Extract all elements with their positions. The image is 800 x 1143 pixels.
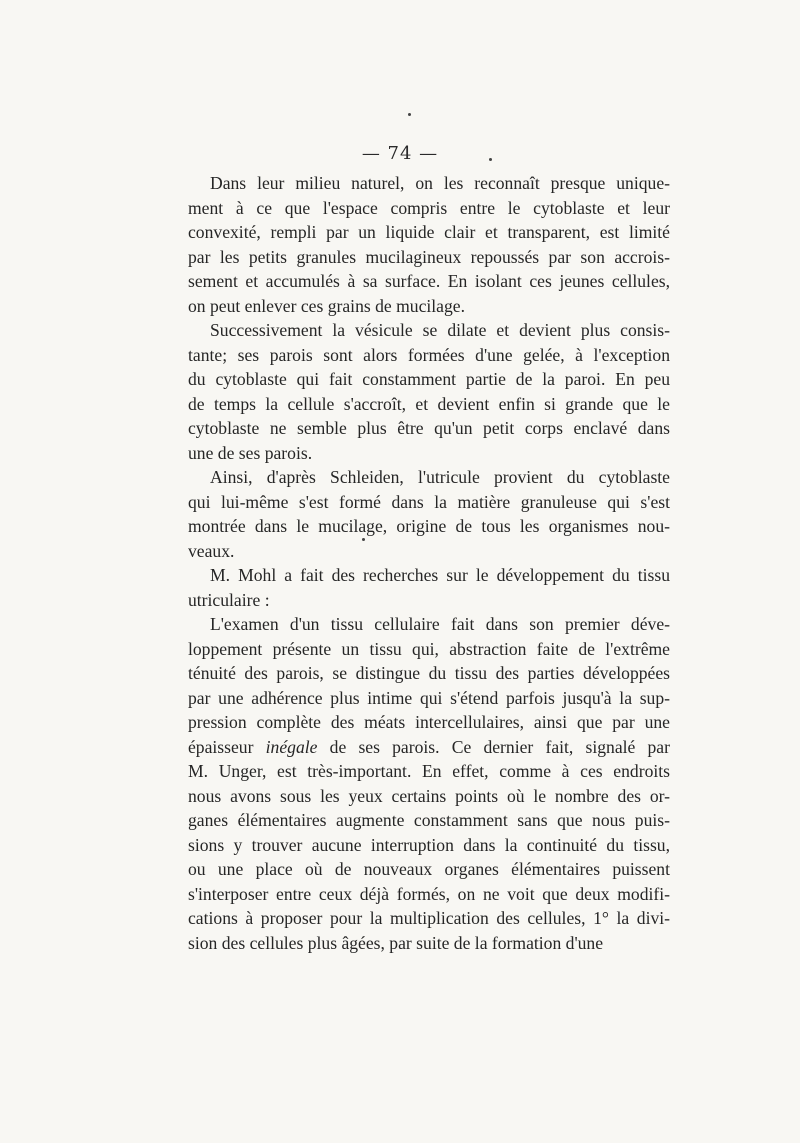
text-line: ténuité des parois, se distingue du tissu des parties développées [188,663,670,683]
text-line: loppement présente un tissu qui, abstraction faite de l'extrême [188,638,670,659]
text-line: M. Unger, est très-important. En effet, comme à ces endroits [188,761,670,781]
text-line: veaux. [188,540,235,561]
text-line: Dans leur milieu naturel, on les reconnaît presque unique- [210,173,670,193]
text-line: montrée dans le mucilage, origine de tous les organismes nou- [188,516,670,536]
text-line: tante; ses parois sont alors formées d'une gelée, à l'exception [188,344,670,365]
text-line: ment à ce que l'espace compris entre le cytoblaste et leur [188,197,670,218]
paragraph [188,612,670,955]
text-line: M. Mohl a fait des recherches sur le développement du tissu [210,565,670,585]
body-text [188,171,670,955]
italic-text: inégale [265,736,318,757]
text-line: du cytoblaste qui fait constamment partie de la paroi. En peu [188,369,670,389]
paragraph [188,563,670,612]
text-line: convexité, rempli par un liquide clair et transparent, est limité [188,222,670,242]
text-line: épaisseur inégale de ses parois. Ce dernier fait, signalé par [188,736,670,757]
text-line: Ainsi, d'après Schleiden, l'utricule provient du cytoblaste [210,467,670,487]
text-line: cytoblaste ne semble plus être qu'un petit corps enclavé dans [188,418,670,438]
ink-speck [489,158,492,161]
paragraph [188,465,670,563]
text-line: sions y trouver aucune interruption dans la continuité du tissu, [188,834,670,855]
text-line: ganes élémentaires augmente constamment sans que nous puis- [188,810,670,830]
text-line: ou une place où de nouveaux organes élémentaires puissent [188,859,670,879]
text-line: L'examen d'un tissu cellulaire fait dans son premier déve- [210,614,670,634]
text-line: sement et accumulés à sa surface. En isolant ces jeunes cellules, [188,271,670,291]
text-line: s'interposer entre ceux déjà formés, on ne voit que deux modifi- [188,883,670,904]
paragraph [188,318,670,465]
text-line: par une adhérence plus intime qui s'étend parfois jusqu'à la sup- [188,687,670,708]
text-line: Successivement la vésicule se dilate et devient plus consis- [210,320,670,340]
paragraph [188,171,670,318]
text-line: une de ses parois. [188,442,313,463]
text-line: on peut enlever ces grains de mucilage. [188,295,465,316]
text-line: par les petits granules mucilagineux repoussés par son accrois- [188,246,670,267]
ink-speck [362,538,365,541]
ink-speck [408,113,411,116]
text-line: de temps la cellule s'accroît, et devient enfin si grande que le [188,393,670,414]
text-line: qui lui-même s'est formé dans la matière granuleuse qui s'est [188,491,670,512]
text-line: sion des cellules plus âgées, par suite de la formation d'une [188,932,604,953]
text-line: cations à proposer pour la multiplication des cellules, 1° la divi- [188,908,670,928]
text-line: nous avons sous les yeux certains points où le nombre des or- [188,785,670,806]
text-line: utriculaire : [188,589,270,610]
page-number: — 74 — [361,143,439,164]
text-line: pression complète des méats intercellulaires, ainsi que par une [188,712,670,732]
